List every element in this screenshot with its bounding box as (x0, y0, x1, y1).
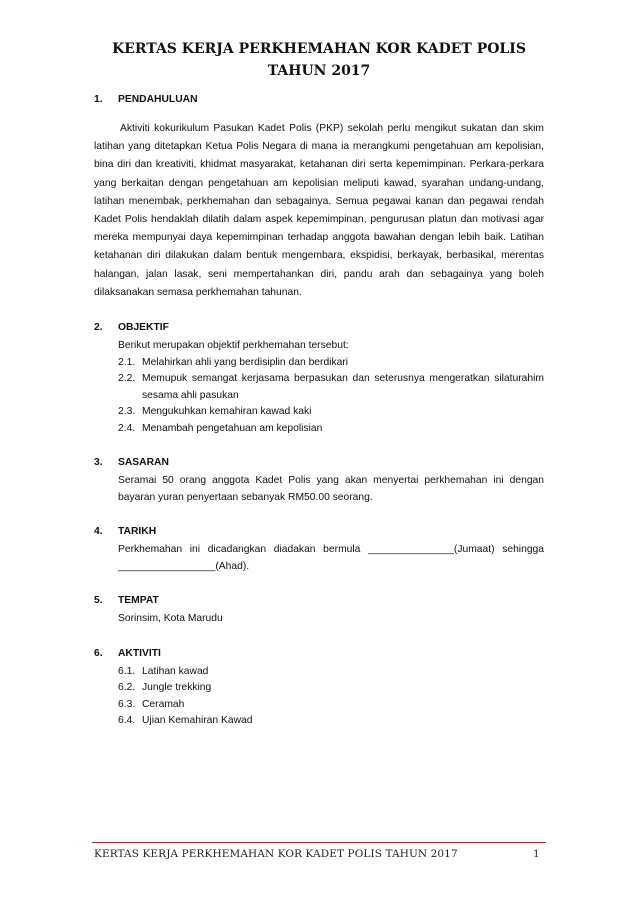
section-text: Seramai 50 orang anggota Kadet Polis yang akan menyertai perkhemahan ini dengan bayaran yuran penyertaan sebanyak RM50.00 seorang. (118, 475, 544, 503)
item-number: 6.2. (118, 682, 136, 694)
item-number: 6.1. (118, 665, 136, 677)
list-item (118, 371, 544, 404)
page-number: 1 (533, 848, 540, 860)
item-number: 2.2. (118, 373, 136, 385)
section-number: 2. (94, 322, 103, 334)
item-text: Memupuk semangat kerjasama berpasukan dan seterusnya mengeratkan silaturahim sesama ahli pasukan (142, 373, 544, 401)
item-text: Ceramah (142, 698, 185, 710)
list-item (118, 664, 544, 681)
section-number: 4. (94, 526, 103, 538)
list-item (118, 421, 544, 438)
item-number: 6.4. (118, 715, 136, 727)
section-heading (94, 455, 544, 471)
section-tempat (94, 593, 544, 628)
section-objektif (94, 320, 544, 437)
item-text: Jungle trekking (142, 682, 212, 694)
section-title: TEMPAT (118, 595, 159, 607)
section-number: 6. (94, 647, 103, 659)
list-item (118, 680, 544, 697)
item-number: 2.4. (118, 422, 136, 434)
objective-list (118, 355, 544, 438)
item-number: 2.1. (118, 356, 136, 368)
section-title: AKTIVITI (118, 647, 161, 659)
section-pendahuluan (94, 92, 544, 302)
section-text: Perkhemahan ini dicadangkan diadakan bermula _______________(Jumaat) sehingga _________________(Ahad). (118, 544, 544, 572)
section-title: SASARAN (118, 457, 169, 469)
item-text: Melahirkan ahli yang berdisiplin dan berdikari (142, 356, 349, 368)
footer-rule (92, 842, 546, 843)
title-line-1: KERTAS KERJA PERKHEMAHAN KOR KADET POLIS (112, 41, 526, 57)
section-title: OBJEKTIF (118, 322, 169, 334)
section-heading (94, 92, 544, 108)
item-text: Menambah pengetahuan am kepolisian (142, 422, 323, 434)
list-item (118, 713, 544, 730)
section-number: 3. (94, 457, 103, 469)
section-text: Sorinsim, Kota Marudu (118, 613, 223, 625)
section-tarikh (94, 524, 544, 575)
list-item (118, 404, 544, 421)
document-title (60, 38, 578, 82)
item-number: 6.3. (118, 698, 136, 710)
activity-list (118, 664, 544, 730)
section-heading (94, 524, 544, 540)
list-item (118, 355, 544, 372)
section-number: 1. (94, 94, 103, 105)
item-text: Mengukuhkan kemahiran kawad kaki (142, 406, 312, 418)
section-number: 5. (94, 595, 103, 607)
section-sasaran (94, 455, 544, 506)
list-item (118, 697, 544, 714)
item-text: Latihan kawad (142, 665, 209, 677)
section-intro: Berikut merupakan objektif perkhemahan tersebut: (118, 340, 349, 352)
footer-title: KERTAS KERJA PERKHEMAHAN KOR KADET POLIS TAHUN 2017 (94, 848, 458, 860)
section-aktiviti (94, 646, 544, 730)
section-title: PENDAHULUAN (118, 94, 198, 105)
document-body (94, 92, 544, 730)
section-heading (94, 593, 544, 609)
item-number: 2.3. (118, 406, 136, 418)
section-title: TARIKH (118, 526, 157, 538)
section-paragraph: Aktiviti kokurikulum Pasukan Kadet Polis (PKP) sekolah perlu mengikut sukatan dan skim latihan yang ditetapkan Ketua Polis Negara di mana ia merangkumi pengetahuan am kepolisian, bina diri dan kreativiti, khidmat masyarakat, ketahanan diri serta kepemimpinan. Perkara-perkara yang berkaitan dengan pengetahuan am kepolisian meliputi kawad, syarahan undang-undang, latihan menembak, perkhemahan dan sebagainya. Semua pegawai kanan dan pegawai rendah Kadet Polis hendaklah dilatih dalam aspek kepemimpinan, pengurusan platun dan motivasi agar mereka mempunyai daya kepemimpinan terhadap anggota bawahan dengan lebih baik. Latihan ketahanan diri dilakukan dalam bentuk mengembara, ekspidisi, berkayak, berbasikal, merentas halangan, jalan lasak, seni mempertahankan diri, pandu arah dan sebagainya yang boleh dilaksanakan semasa perkhemahan tahunan. (94, 123, 544, 298)
title-line-2: TAHUN 2017 (267, 63, 371, 79)
section-heading (94, 320, 544, 336)
section-heading (94, 646, 544, 662)
item-text: Ujian Kemahiran Kawad (142, 715, 253, 727)
